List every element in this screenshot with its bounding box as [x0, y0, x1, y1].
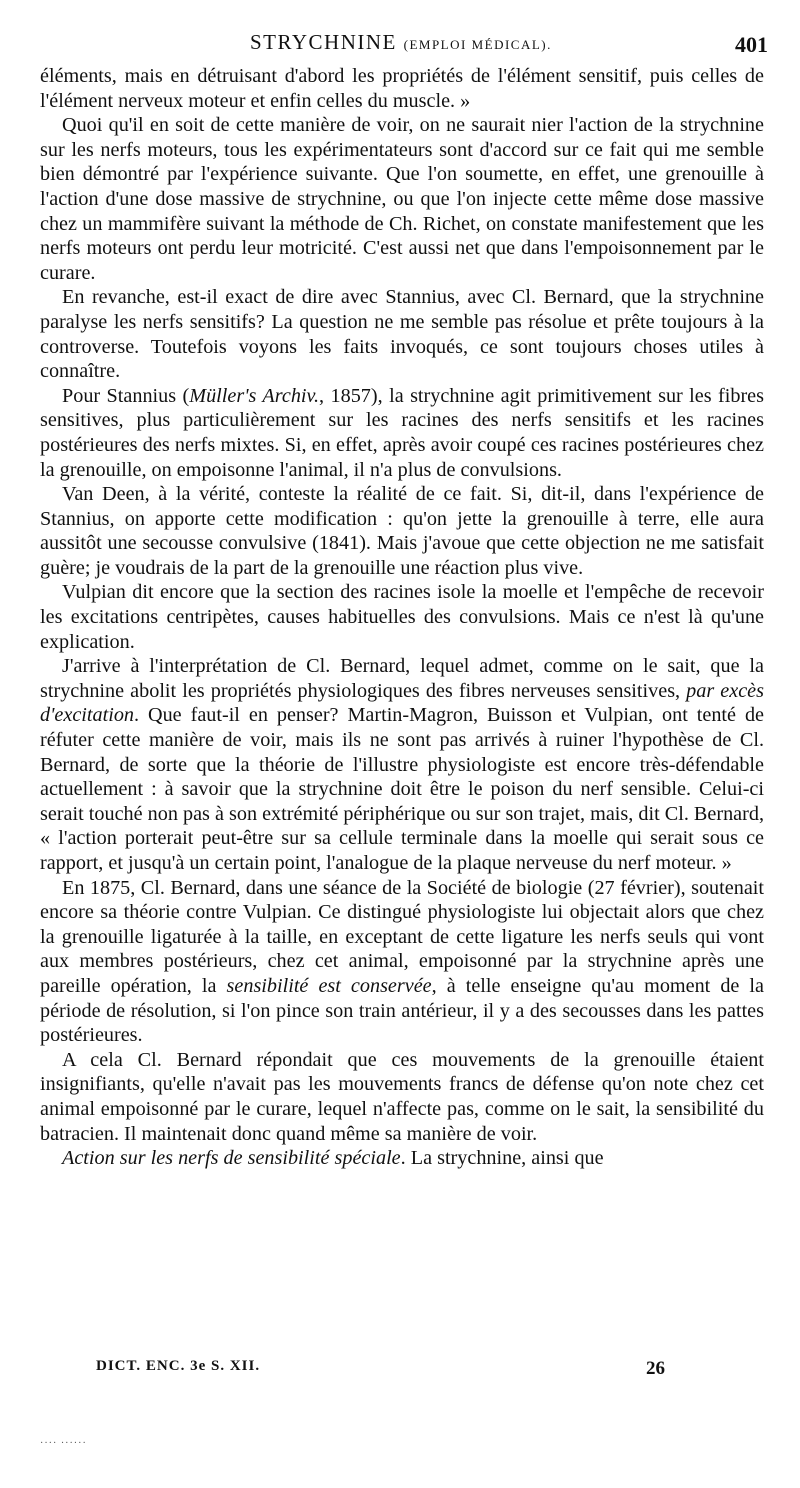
paragraph-8: En 1875, Cl. Bernard, dans une séance de la Société de biologie (27 février), soutenait encore sa théorie contre Vulpian. Ce distingué physiologiste lui objectait alors que chez la grenouille ligaturée à la taille, en exceptant de cette ligature les nerfs seuls qui vont aux membres postérieurs, chez cet animal, empoisonné par la strychnine après une pareille opération, la sensibilité est conservée, à telle enseigne qu'au moment de la période de résolution, si l'on pince son train antérieur, il y a des secousses dans les pattes postérieures.: [40, 876, 765, 1047]
paragraph-2: Quoi qu'il en soit de cette manière de voir, on ne saurait nier l'action de la strychnine sur les nerfs moteurs, tous les expérimentateurs sont d'accord sur ce fait qui me semble bien démontré par l'expérience suivante. Que l'on soumette, en effet, une grenouille à l'action d'une dose massive de strychnine, ou que l'on injecte cette même dose massive chez un mammifère suivant la méthode de Ch. Richet, on constate manifestement que les nerfs moteurs ont perdu leur motricité. C'est aussi net que dans l'empoisonnement par le curare.: [40, 114, 764, 284]
footer-reference: DICT. ENC. 3e S. XII.: [96, 1358, 261, 1374]
signature-mark: 26: [646, 1358, 665, 1379]
article-body: [40, 64, 764, 1171]
paragraph-4: Pour Stannius (Müller's Archiv., 1857), la strychnine agit primitivement sur les fibres sensitives, plus particulièrement sur les racines des nerfs sensitifs et les racines postérieures des nerfs mixtes. Si, en effet, après avoir coupé ces racines postérieures chez la grenouille, on empoisonne l'animal, il n'a plus de convulsions.: [40, 384, 764, 481]
paragraph-1: éléments, mais en détruisant d'abord les propriétés de l'élément sensitif, puis celles de l'élément nerveux moteur et enfin celles du muscle. »: [40, 65, 764, 112]
page-number: 401: [735, 32, 768, 57]
paragraph-5: Van Deen, à la vérité, conteste la réalité de ce fait. Si, dit-il, dans l'expérience de Stannius, on apporte cette modification : qu'on jette la grenouille à terre, elle aura aussitôt une secousse convulsive (1841). Mais j'avoue que cette objection ne me satisfait guère; je voudrais de la part de la grenouille une réaction plus vive.: [40, 483, 764, 579]
paragraph-7: J'arrive à l'interprétation de Cl. Bernard, lequel admet, comme on le sait, que la strychnine abolit les propriétés physiologiques des fibres nerveuses sensitives, par excès d'excitation. Que faut-il en penser? Martin-Magron, Buisson et Vulpian, ont tenté de réfuter cette manière de voir, mais ils ne sont pas arrivés à ruiner l'hypothèse de Cl. Bernard, de sorte que la théorie de l'illustre physiologiste est encore très-défendable actuellement : à savoir que la strychnine doit être le poison du nerf sensible. Celui-ci serait touché non pas à son extrémité périphérique ou sur son trajet, mais, dit Cl. Bernard, « l'action porterait peut-être sur sa cellule terminale dans la moelle qui serait sous ce rapport, et jusqu'à un certain point, l'analogue de la plaque nerveuse du nerf moteur. »: [40, 655, 764, 874]
paragraph-6: Vulpian dit encore que la section des racines isole la moelle et l'empêche de recevoir les excitations centripètes, causes habituelles des convulsions. Mais ce n'est là qu'une explication.: [40, 581, 764, 653]
citation-italic: Müller's Archiv.: [189, 384, 320, 407]
emphasis-italic: sensibilité est conservée: [226, 974, 432, 997]
page-footer: [96, 1358, 696, 1388]
paragraph-9: A cela Cl. Bernard répondait que ces mouvements de la grenouille étaient insignifiants, qu'elle n'avait pas les mouvements francs de défense qu'on note chez cet animal empoisonné par le curare, lequel n'affecte pas, comme on le sait, la sensibilité du batracien. Il maintenait donc quand même sa manière de voir.: [40, 1048, 764, 1145]
title-main: STRYCHNINE: [250, 30, 397, 54]
running-title: [250, 30, 552, 55]
emphasis-italic: par excès d'excitation: [40, 679, 764, 727]
title-subtitle: (EMPLOI MÉDICAL).: [403, 37, 552, 52]
bottom-mark: ···· ······: [40, 1438, 87, 1449]
section-heading-italic: Action sur les nerfs de sensibilité spéciale: [62, 1147, 401, 1170]
running-header: [40, 30, 768, 60]
paragraph-10: Action sur les nerfs de sensibilité spéciale. La strychnine, ainsi que: [62, 1147, 604, 1170]
paragraph-3: En revanche, est-il exact de dire avec Stannius, avec Cl. Bernard, que la strychnine paralyse les nerfs sensitifs? La question ne me semble pas résolue et prête toujours à la controverse. Toutefois voyons les faits invoqués, ce sont toujours choses utiles à connaître.: [40, 286, 764, 383]
